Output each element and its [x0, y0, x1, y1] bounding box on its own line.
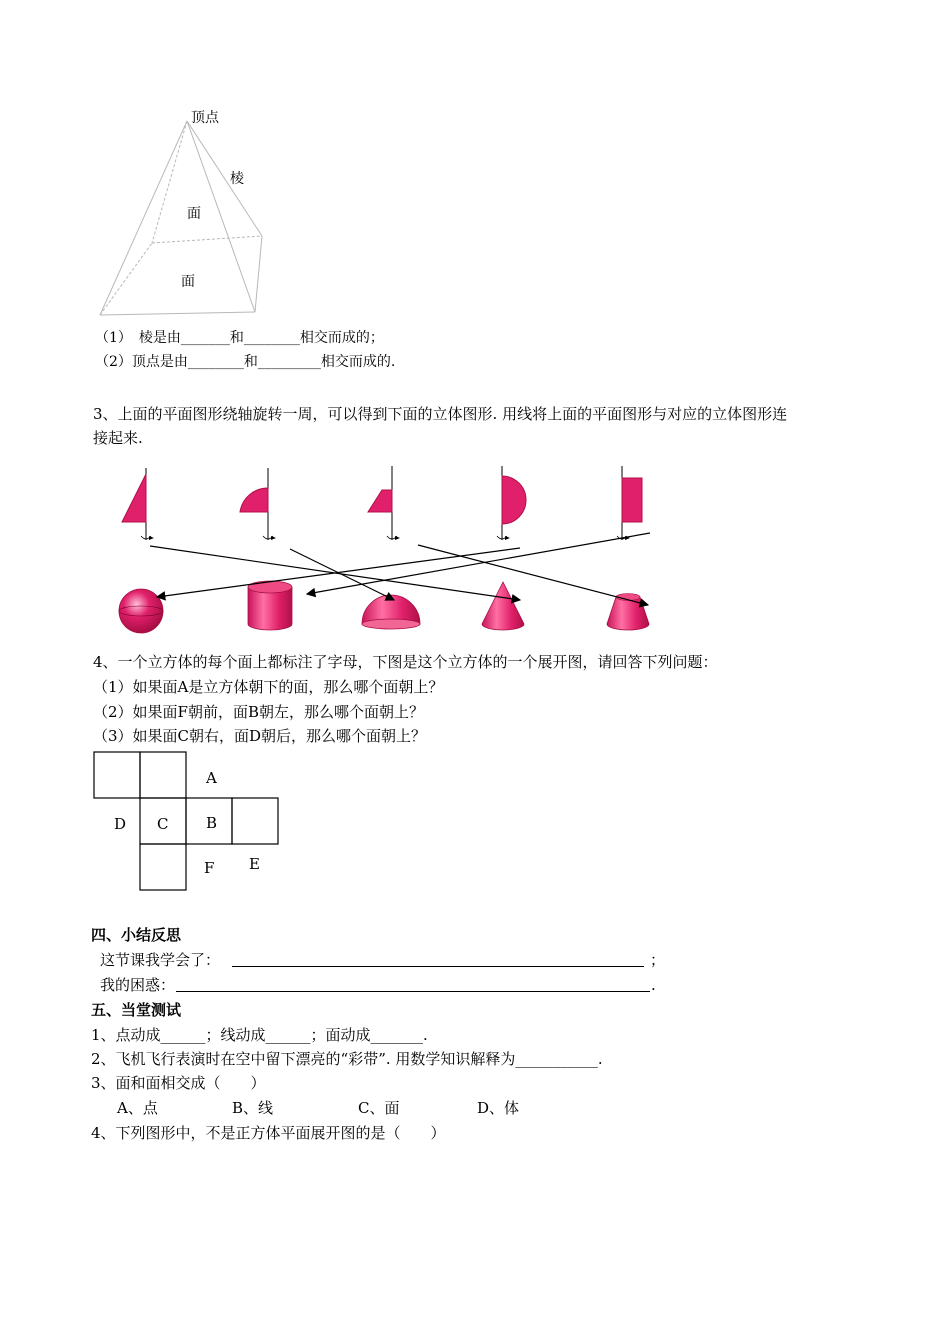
- q2-line-1: （1） 棱是由_______和________相交而成的；: [95, 330, 384, 346]
- test-q4: 4、下列图形中，不是正方体平面展开图的是（ ）: [91, 1124, 446, 1142]
- confusion-end: .: [651, 976, 656, 994]
- test-q1: 1、点动成______；线动成______；面动成_______.: [91, 1026, 428, 1044]
- test-q3-option-d: D、体: [477, 1099, 520, 1117]
- net-label-f: F: [204, 859, 215, 877]
- q4-sub-1: （1）如果面A是立方体朝下的面，那么哪个面朝上？: [93, 678, 444, 696]
- confusion-underline: [176, 991, 650, 992]
- learned-label: 这节课我学会了：: [100, 951, 221, 969]
- net-label-a: A: [206, 769, 217, 787]
- learned-end: ；: [650, 951, 666, 969]
- face-lower-label: 面: [181, 273, 195, 289]
- q3-line-1: 3、上面的平面图形绕轴旋转一周，可以得到下面的立体图形. 用线将上面的平面图形与对应的立体图形连: [93, 405, 788, 423]
- q4-sub-3: （3）如果面C朝右，面D朝后，那么哪个面朝上？: [93, 727, 427, 745]
- test-q3-option-a: A、点: [117, 1099, 158, 1117]
- net-label-c: C: [157, 815, 169, 833]
- test-q3-option-b: B、线: [232, 1099, 274, 1117]
- face-upper-label: 面: [187, 205, 201, 221]
- q4-sub-2: （2）如果面F朝前，面B朝左，那么哪个面朝上？: [93, 703, 424, 721]
- test-q3-option-c: C、面: [358, 1099, 400, 1117]
- q2-line-2: （2）顶点是由________和_________相交而成的.: [95, 354, 396, 370]
- section-4-heading: 四、小结反思: [91, 926, 182, 944]
- learned-underline: [232, 966, 644, 967]
- q3-line-2: 接起来.: [93, 429, 143, 447]
- test-q3: 3、面和面相交成（ ）: [91, 1074, 266, 1092]
- net-label-e: E: [249, 855, 260, 873]
- confusion-label: 我的困惑：: [100, 976, 176, 994]
- net-label-d: D: [114, 815, 127, 833]
- net-label-b: B: [206, 814, 218, 832]
- q4-intro: 4、一个立方体的每个面上都标注了字母，下图是这个立方体的一个展开图，请回答下列问题：: [93, 653, 718, 671]
- vertex-label: 顶点: [191, 109, 219, 125]
- edge-label: 棱: [230, 170, 244, 186]
- test-q2: 2、飞机飞行表演时在空中留下漂亮的“彩带”. 用数学知识解释为___________.: [91, 1050, 603, 1068]
- section-5-heading: 五、当堂测试: [91, 1001, 182, 1019]
